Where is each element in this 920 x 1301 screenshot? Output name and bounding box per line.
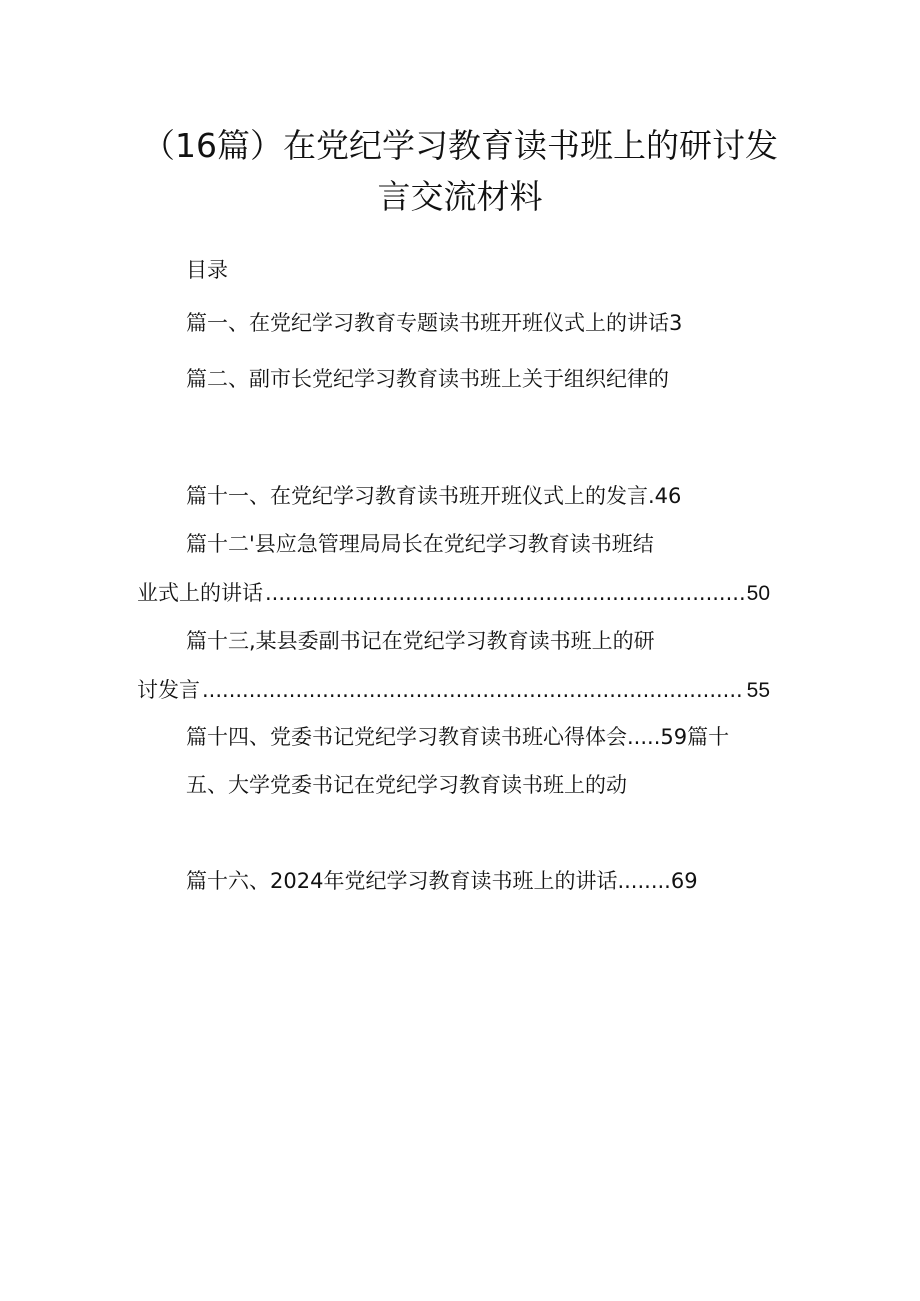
toc-entry-with-leader xyxy=(137,676,770,705)
toc-entry: 篇一、在党纪学习教育专题读书班开班仪式上的讲话3 xyxy=(186,311,683,335)
toc-page-number: 50 xyxy=(746,582,770,605)
dot-leader xyxy=(202,676,745,704)
toc-entry-with-leader xyxy=(137,579,770,608)
toc-entry: 篇十六、2024年党纪学习教育读书班上的讲话........69 xyxy=(186,869,698,893)
document-title-line-1: （16篇）在党纪学习教育读书班上的研讨发 xyxy=(142,126,778,165)
toc-entry: 五、大学党委书记在党纪学习教育读书班上的动 xyxy=(186,773,627,797)
toc-entry: 篇十三,某县委副书记在党纪学习教育读书班上的研 xyxy=(186,629,655,653)
toc-entry: 篇十四、党委书记党纪学习教育读书班心得体会.....59篇十 xyxy=(186,725,730,749)
toc-entry: 篇二、副市长党纪学习教育读书班上关于组织纪律的 xyxy=(186,367,669,391)
toc-entry-text: 讨发言 xyxy=(137,678,200,702)
document-title-line-2: 言交流材料 xyxy=(377,177,543,216)
toc-entry: 篇十二'县应急管理局局长在党纪学习教育读书班结 xyxy=(186,532,654,556)
toc-entry-text: 业式上的讲话 xyxy=(137,581,263,605)
dot-leader xyxy=(265,579,745,607)
toc-entry: 篇十一、在党纪学习教育读书班开班仪式上的发言.46 xyxy=(186,484,682,508)
toc-page-number: 55 xyxy=(746,679,770,702)
toc-label: 目录 xyxy=(186,258,228,282)
